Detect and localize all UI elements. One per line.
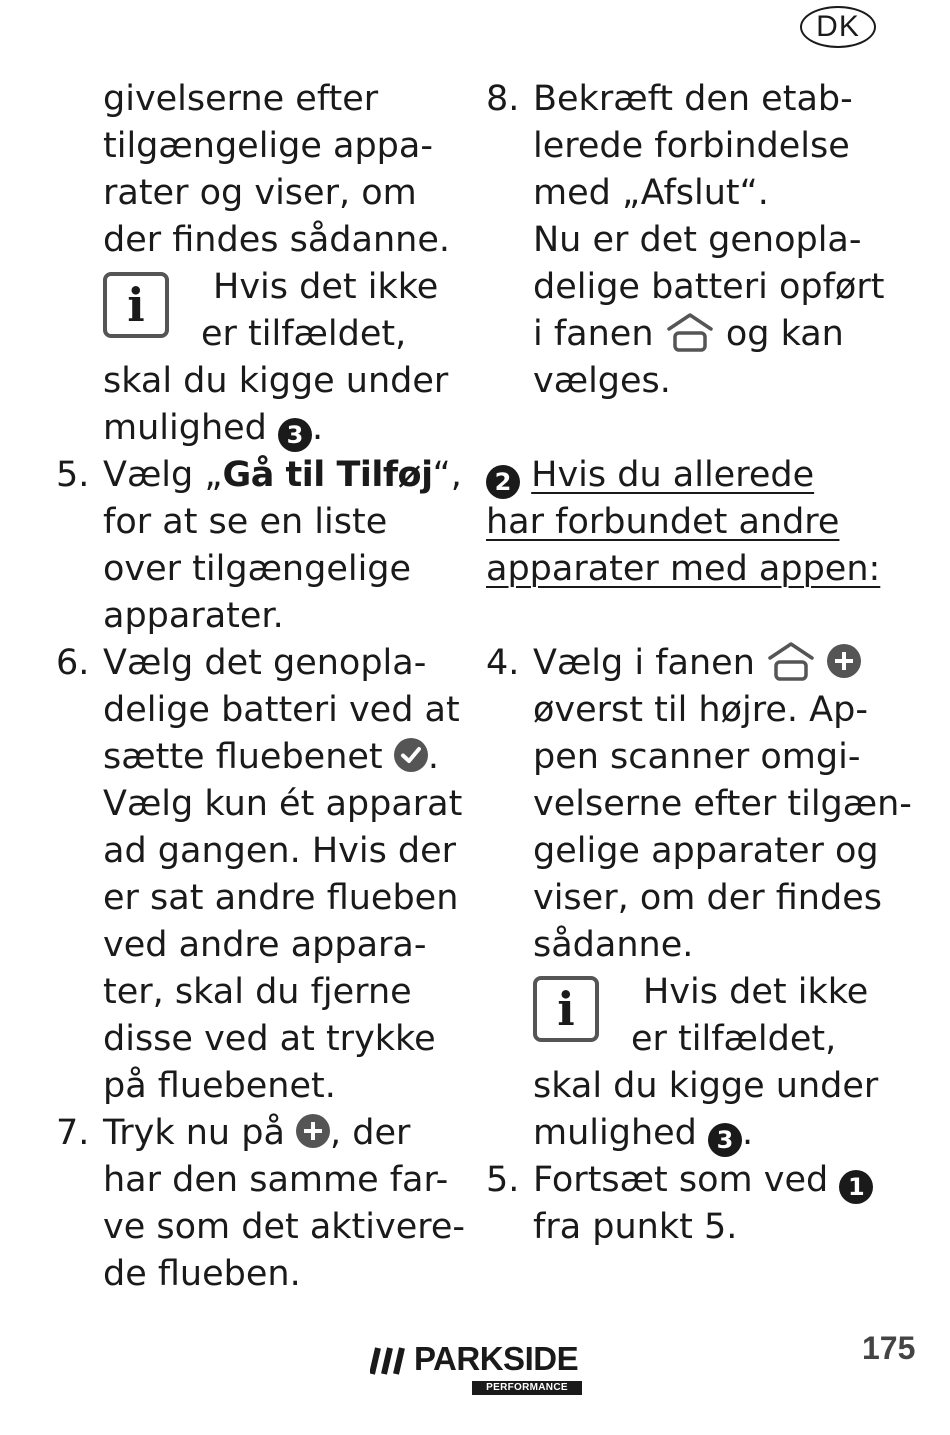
home-tab-icon: [766, 640, 816, 682]
page-number: 175: [862, 1330, 916, 1366]
text-line: Nu er det genopla-: [533, 220, 862, 260]
info-note-line: er tilfældet,: [631, 1019, 837, 1059]
logo-slashes-icon: [370, 1346, 412, 1376]
text-line: har den samme far-: [103, 1160, 449, 1200]
text-line: ve som det aktivere-: [103, 1207, 466, 1247]
text-line: der findes sådanne.: [103, 220, 450, 260]
brand-subline: PERFORMANCE: [472, 1381, 582, 1395]
text-line: lerede forbindelse: [533, 126, 850, 166]
language-badge: DK: [800, 6, 876, 48]
step-6-line1: Vælg det genopla-: [103, 643, 427, 683]
text-line: ved andre appara-: [103, 925, 427, 965]
step-7-post: , der: [330, 1113, 411, 1153]
section-2-heading-text: har forbundet andre: [486, 502, 840, 542]
step-7-line: [56, 1110, 456, 1157]
text-line: [56, 734, 456, 781]
step-number: 7.: [56, 1113, 90, 1153]
text-line: på fluebenet.: [103, 1066, 336, 1106]
step-7-pre: Tryk nu på: [103, 1113, 285, 1153]
section-2-heading: [486, 499, 906, 546]
text-line: med „Afslut“.: [533, 173, 769, 213]
step-5-pre: Fortsæt som ved: [533, 1160, 829, 1200]
checkmark-circle-icon: [394, 738, 428, 772]
period: .: [312, 408, 324, 448]
option-3-marker: 3: [708, 1123, 742, 1157]
parkside-logo: [370, 1342, 585, 1398]
step-5-post: “,: [432, 455, 462, 495]
text-line: pen scanner omgi-: [533, 737, 861, 777]
step-5-line: [56, 452, 462, 499]
period: .: [427, 737, 439, 777]
text-line: Vælg kun ét apparat: [103, 784, 463, 824]
text-line: viser, om der findes: [533, 878, 882, 918]
mulighed-text: mulighed: [103, 408, 267, 448]
text-line: disse ved at trykke: [103, 1019, 436, 1059]
text-line: [486, 311, 906, 358]
text-line: sådanne.: [533, 925, 694, 965]
info-icon: i: [533, 976, 599, 1042]
step-6-line: [56, 640, 456, 687]
left-column: [56, 76, 466, 1298]
text-line: ad gangen. Hvis der: [103, 831, 457, 871]
tab-post: og kan: [725, 314, 844, 354]
step-number: 5.: [56, 455, 90, 495]
text-line: delige batteri ved at: [103, 690, 460, 730]
mulighed-text: mulighed: [533, 1113, 697, 1153]
section-2-marker: 2: [486, 465, 520, 499]
text-line: delige batteri opført: [533, 267, 885, 307]
mulighed-line: [486, 1110, 906, 1157]
plus-circle-icon: [296, 1114, 330, 1148]
step-6-line3: sætte fluebenet: [103, 737, 383, 777]
step-5-line: [486, 1157, 906, 1204]
step-8-line: [486, 76, 906, 123]
step-8-line1: Bekræft den etab-: [533, 79, 853, 119]
section-2-heading: [486, 546, 906, 593]
section-2-heading-text: apparater med appen:: [486, 549, 881, 589]
text-line: tilgængelige appa-: [103, 126, 433, 166]
step-4-line: [486, 640, 906, 687]
step-number: 6.: [56, 643, 90, 683]
step-5-pre: Vælg „: [103, 455, 223, 495]
right-column: [486, 76, 912, 1251]
text-line: rater og viser, om: [103, 173, 417, 213]
text-line: ter, skal du fjerne: [103, 972, 412, 1012]
option-3-marker: 3: [278, 418, 312, 452]
text-line: vælges.: [533, 361, 671, 401]
step-number: 8.: [486, 79, 520, 119]
tab-pre: i fanen: [533, 314, 654, 354]
text-line: de flueben.: [103, 1254, 301, 1294]
info-note-line: Hvis det ikke: [213, 267, 439, 307]
text-line: apparater.: [103, 596, 284, 636]
info-note-line: er tilfældet,: [201, 314, 407, 354]
text-line: givelserne efter: [103, 79, 379, 119]
text-line: velserne efter tilgæn-: [533, 784, 912, 824]
step-5-bold-label: Gå til Tilføj: [222, 455, 433, 495]
text-line: øverst til højre. Ap-: [533, 690, 868, 730]
brand-name: PARKSIDE: [414, 1340, 579, 1377]
step-number: 5.: [486, 1160, 520, 1200]
text-line: skal du kigge under: [103, 361, 449, 401]
info-icon: i: [103, 272, 169, 338]
section-2-heading-text: Hvis du allerede: [531, 455, 815, 495]
home-tab-icon: [665, 311, 715, 353]
text-line: skal du kigge under: [533, 1066, 879, 1106]
plus-circle-icon: [827, 644, 861, 678]
text-line: over tilgængelige: [103, 549, 412, 589]
text-line: gelige apparater og: [533, 831, 879, 871]
text-line: er sat andre flueben: [103, 878, 459, 918]
option-1-marker: 1: [839, 1170, 873, 1204]
text-line: fra punkt 5.: [533, 1207, 738, 1247]
section-2-heading: [486, 452, 906, 499]
step-number: 4.: [486, 643, 520, 683]
info-note-line: Hvis det ikke: [643, 972, 869, 1012]
mulighed-line: [56, 405, 456, 452]
text-line: for at se en liste: [103, 502, 388, 542]
step-4-pre: Vælg i fanen: [533, 643, 755, 683]
period: .: [742, 1113, 754, 1153]
